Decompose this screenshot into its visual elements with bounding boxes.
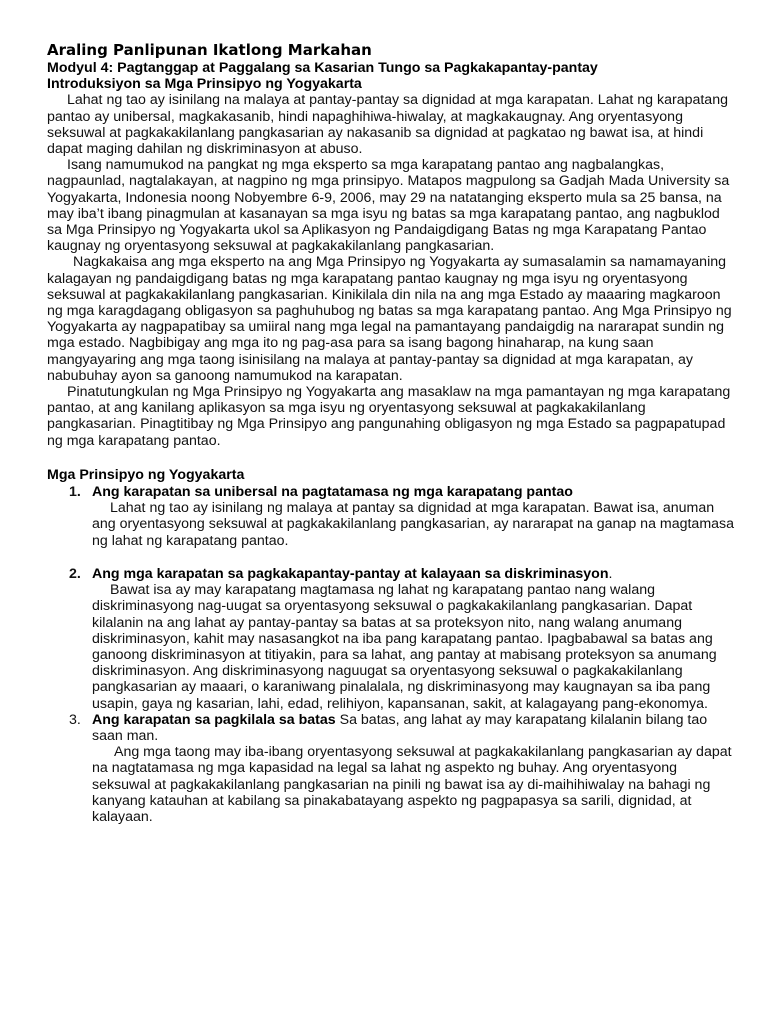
document-page — [47, 40, 737, 825]
intro-paragraph-3: Nagkakaisa ang mga eksperto na ang Mga Prinsipyo ng Yogyakarta ay sumasalamin sa namamayaning kalagayan ng pandaigdigang batas ng mga karapatang pantao kaugnay ng mga isyu ng oryentasyong seksuwal at pagkakakilanlang pangkasarian. Kinikilala din nila na ang mga Estado ay maaaring magkaroon ng mga karagdagang obligasyon sa paghuhubog ng batas sa mga karapatang pantao. Ang Mga Prinsipyo ng Yogyakarta ay nagpapatibay sa umiiral nang mga legal na pamantayang pandaigdig na nararapat sundin ng mga estado. Nagbibigay ang mga ito ng pag-asa para sa isang bagong hinaharap, na kung saan mangyayaring ang mga taong isinisilang na malaya at pantay-pantay sa dignidad at mga karapatan, ay nabubuhay ayon sa ganoong namumukod na karapatan. — [47, 254, 732, 384]
principle-heading-suffix: Sa batas, ang lahat ay may karapatang kilalanin bilang tao saan man. — [92, 711, 708, 744]
intro-paragraph-2: Isang namumukod na pangkat ng mga eksperto sa mga karapatang pantao ang nagbalangkas, nagpaunlad, nagtalakayan, at nagpino ng mga prinsipyo. Matapos magpulong sa Gadjah Mada University sa Yogyakarta, Indonesia noong Nobyembre 6-9, 2006, may 29 na natatanging eksperto mula sa 25 bansa, na may iba’t ibang pinagmulan at kasanayan sa mga isyu ng batas sa mga karapatang pantao, ang nagbuklod sa Mga Prinsipyo ng Yogyakarta ukol sa Aplikasyon ng Pandaigdigang Batas ng mga Karapatang Pantao kaugnay ng oryentasyong seksuwal at pagkakakilanlang pangkasarian. — [47, 157, 730, 255]
principle-heading-text: Ang mga karapatan sa pagkakapantay-pantay at kalayaan sa diskriminasyon — [92, 565, 609, 582]
module-subtitle: Introduksiyon sa Mga Prinsipyo ng Yogyakarta — [47, 76, 362, 93]
principle-item-2 — [47, 566, 737, 712]
principle-body: Ang mga taong may iba-ibang oryentasyong seksuwal at pagkakakilanlang pangkasarian ay dapat na nagtatamasa ng mga kapasidad na legal sa lahat ng aspekto ng buhay. Ang oryentasyong seksuwal at pagkakakilanlang pangkasarian na pinili ng bawat isa ay di-maihihiwalay na bahagi ng kanyang katauhan at kabilang sa pinakabatayang aspekto ng pagpapasya sa sarili, dignidad, at kalayaan. — [92, 744, 732, 825]
principle-number: 3. — [69, 711, 81, 728]
principle-heading — [92, 484, 737, 500]
module-title: Modyul 4: Pagtanggap at Paggalang sa Kasarian Tungo sa Pagkakapantay-pantay — [47, 60, 598, 76]
principle-item-3 — [47, 712, 737, 825]
intro-paragraph-4: Pinatutungkulan ng Mga Prinsipyo ng Yogyakarta ang masaklaw na mga pamantayan ng mga karapatang pantao, at ang kanilang aplikasyon sa mga isyu ng oryentasyong seksuwal at pagkakakilanlang pangkasarian. Pinagtitibay ng Mga Prinsipyo ang pangunahing obligasyon ng mga Estado sa pagpapatupad ng mga karapatang pantao. — [47, 384, 731, 449]
principle-number: 2. — [69, 565, 81, 582]
section-heading: Mga Prinsipyo ng Yogyakarta — [47, 466, 245, 483]
principle-number: 1. — [69, 484, 81, 501]
principle-item-1 — [47, 484, 737, 549]
principle-heading-suffix: . — [608, 565, 613, 582]
principle-heading-text: Ang karapatan sa unibersal na pagtatamasa ng mga karapatang pantao — [92, 484, 573, 501]
intro-paragraph-1: Lahat ng tao ay isinilang na malaya at pantay-pantay sa dignidad at mga karapatan. Lahat ng karapatang pantao ay unibersal, magkakasanib, hindi napaghihiwa-hiwalay, at magkakaugnay. Ang oryentasyong seksuwal at pagkakakilanlang pangkasarian ay nakasanib sa dignidad at pagkatao ng bawat isa, at hindi dapat maging dahilan ng diskriminasyon at abuso. — [47, 92, 728, 158]
spacer — [47, 549, 737, 566]
principle-heading — [92, 566, 737, 582]
principle-body: Lahat ng tao ay isinilang ng malaya at pantay sa dignidad at mga karapatan. Bawat isa, anuman ang oryentasyong seksuwal at pagkakakilanlang pangkasarian, ay nararapat na ganap na magtamasa ng lahat ng karapatang pantao. — [92, 500, 735, 549]
document-title: Araling Panlipunan Ikatlong Markahan — [47, 41, 372, 59]
principle-heading — [92, 712, 737, 744]
principle-body: Bawat isa ay may karapatang magtamasa ng lahat ng karapatang pantao nang walang diskriminasyong nag-uugat sa oryentasyong seksuwal o pagkakakilanlang pangkasarian. Dapat kilalanin na ang lahat ay pantay-pantay sa batas at sa proteksyon nito, nang walang anumang diskriminasyon, kahit may nasasangkot na iba pang karapatang pantao. Ipagbabawal sa batas ang ganoong diskriminasyon at titiyakin, para sa lahat, ang pantay at mabisang proteksyon sa anumang diskriminasyon. Ang diskriminasyong naguugat sa oryentasyong seksuwal o pagkakakilanlang pangkasarian ay maaari, o karaniwang pinalalala, ng diskriminasyong may kaugnayan sa iba pang usapin, gaya ng kasarian, lahi, edad, relihiyon, kapansanan, sakit, at kalagayang pang-ekonomya. — [92, 582, 717, 712]
principle-heading-text: Ang karapatan sa pagkilala sa batas — [92, 711, 336, 728]
